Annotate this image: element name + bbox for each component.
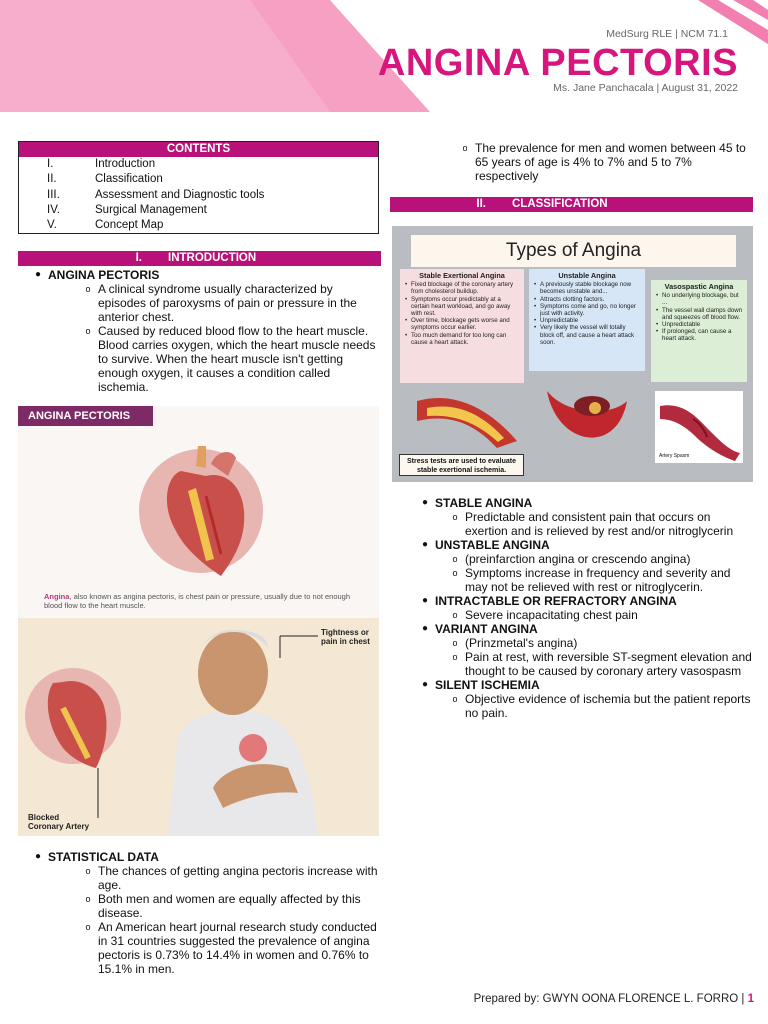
- unstable-item: • Attracts clotting factors.: [533, 296, 641, 303]
- bullet-circle-icon: o: [452, 694, 458, 704]
- contents-num: III.: [47, 188, 60, 201]
- bullet-point: [78, 892, 378, 920]
- contents-label: Surgical Management: [95, 203, 207, 216]
- figure-lower-panel: [18, 618, 379, 836]
- spasm-panel: [655, 391, 743, 463]
- unstable-box: [529, 269, 645, 371]
- bullet-circle-icon: o: [85, 922, 91, 932]
- contents-label: Classification: [95, 173, 163, 186]
- contents-heading: CONTENTS: [19, 142, 378, 157]
- bullet-dot-icon: ●: [421, 595, 429, 606]
- bullet-dot-icon: ●: [421, 497, 429, 508]
- contents-num: IV.: [47, 203, 61, 216]
- bullet-topic: [28, 850, 378, 864]
- bullet-circle-icon: o: [452, 638, 458, 648]
- vasospastic-item: • No underlying blockage, but ...: [655, 292, 743, 306]
- types-figure-title: Types of Angina: [411, 235, 736, 267]
- page-title: ANGINA PECTORIS: [377, 42, 738, 84]
- bullet-point: [445, 650, 755, 678]
- caption-bold: Angina: [44, 592, 70, 601]
- intro-block: [28, 268, 378, 394]
- bullet-point: [445, 510, 755, 538]
- bullet-circle-icon: o: [85, 894, 91, 904]
- stable-item: • Fixed blockage of the coronary artery from cholesterol buildup.: [404, 281, 520, 295]
- bullet-circle-icon: o: [452, 652, 458, 662]
- type-point: Predictable and consistent pain that occurs on exertion and is relieved by rest and/or nitroglycerin: [465, 510, 734, 538]
- stable-artery-illustration: [412, 386, 522, 448]
- bullet-topic: [28, 268, 378, 282]
- caption-text: , also known as angina pectoris, is chest pain or pressure, usually due to not enough blood flow to the heart muscle.: [44, 592, 351, 610]
- contents-row: [19, 203, 378, 218]
- bullet-circle-icon: o: [452, 610, 458, 620]
- figure-tag: ANGINA PECTORIS: [18, 406, 153, 426]
- bullet-point: [78, 324, 378, 394]
- type-name: SILENT ISCHEMIA: [435, 678, 540, 692]
- classification-section-heading: CLASSIFICATION: [512, 198, 608, 210]
- page-footer: [474, 993, 754, 1005]
- stats-point: An American heart journal research study conducted in 31 countries suggested the prevalence of angina pectoris is 0.73% to 14.4% in women and 0.76% to 15.1% in men.: [98, 920, 377, 976]
- bullet-dot-icon: ●: [34, 851, 42, 862]
- bullet-point: [455, 141, 755, 183]
- stable-item: • Too much demand for too long can cause a heart attack.: [404, 332, 520, 346]
- intro-point: Caused by reduced blood flow to the heart muscle. Blood carries oxygen, which the heart muscle needs to survive. When the heart muscle isn't getting enough oxygen, it causes a condition called ischemia.: [98, 324, 376, 394]
- contents-num: V.: [47, 219, 57, 232]
- bullet-circle-icon: o: [85, 326, 91, 336]
- bullet-point: [445, 552, 755, 566]
- types-of-angina-figure: [392, 226, 753, 482]
- contents-row: [19, 172, 378, 187]
- bullet-topic: [415, 594, 755, 608]
- stable-box: [400, 269, 524, 383]
- stats-point: The prevalence for men and women between 45 to 65 years of age is 4% to 7% and 5 to 7% respectively: [475, 141, 746, 183]
- bullet-dot-icon: ●: [421, 539, 429, 550]
- stress-test-note: Stress tests are used to evaluate stable exertional ischemia.: [399, 454, 524, 476]
- byline: Ms. Jane Panchacala | August 31, 2022: [553, 82, 738, 94]
- heart-illustration: [136, 436, 266, 586]
- intro-section-num: I.: [135, 252, 142, 264]
- callout-artery: Blocked Coronary Artery: [28, 813, 90, 831]
- intro-point: A clinical syndrome usually characterized by episodes of paroxysms of pain or pressure in the anterior chest.: [98, 282, 357, 324]
- type-point: Symptoms increase in frequency and severity and may not be relieved with rest or nitroglycerin.: [465, 566, 731, 594]
- man-illustration: [18, 618, 379, 836]
- spasm-label: Artery Spasm: [659, 453, 690, 459]
- type-name: STABLE ANGINA: [435, 496, 533, 510]
- stats-point: The chances of getting angina pectoris increase with age.: [98, 864, 378, 892]
- vasospastic-item: • If prolonged, can cause a heart attack.: [655, 328, 743, 342]
- figure-caption: [44, 592, 364, 610]
- contents-label: Concept Map: [95, 219, 164, 232]
- type-point: Pain at rest, with reversible ST-segment elevation and thought to be caused by coronary artery vasospasm: [465, 650, 752, 678]
- prepared-by: Prepared by: GWYN OONA FLORENCE L. FORRO |: [473, 993, 745, 1005]
- stats-point: Both men and women are equally affected by this disease.: [98, 892, 361, 920]
- type-name: UNSTABLE ANGINA: [435, 538, 550, 552]
- bullet-topic: [415, 538, 755, 552]
- bullet-topic: [415, 678, 755, 692]
- stable-item: • Over time, blockage gets worse and symptoms occur earlier.: [404, 317, 520, 331]
- bullet-point: [445, 608, 755, 622]
- contents-row: [19, 157, 378, 172]
- bullet-circle-icon: o: [85, 866, 91, 876]
- stats-block: [28, 850, 378, 976]
- type-name: INTRACTABLE OR REFRACTORY ANGINA: [435, 594, 677, 608]
- unstable-box-title: Unstable Angina: [558, 271, 616, 280]
- bullet-dot-icon: ●: [421, 623, 429, 634]
- vasospastic-box-title: Vasospastic Angina: [664, 282, 734, 291]
- header-band: [0, 0, 430, 112]
- page-number: 1: [747, 993, 754, 1005]
- type-name: VARIANT ANGINA: [435, 622, 538, 636]
- contents-num: I.: [47, 158, 54, 170]
- bullet-point: [445, 692, 755, 720]
- intro-section-heading: INTRODUCTION: [168, 252, 257, 264]
- course-label: MedSurg RLE | NCM 71.1: [606, 28, 728, 40]
- contents-label: Introduction: [95, 158, 156, 170]
- stats-continuation: [455, 141, 755, 183]
- types-list: [415, 496, 755, 720]
- stable-box-title: Stable Exertional Angina: [419, 271, 505, 280]
- bullet-circle-icon: o: [452, 512, 458, 522]
- type-point: Severe incapacitating chest pain: [465, 608, 638, 622]
- contents-num: II.: [47, 173, 57, 186]
- bullet-dot-icon: ●: [421, 679, 429, 690]
- bullet-point: [445, 566, 755, 594]
- contents-table: [18, 141, 379, 234]
- bullet-circle-icon: o: [452, 568, 458, 578]
- callout-chest: Tightness or pain in chest: [321, 628, 370, 646]
- unstable-item: • Unpredictable: [533, 317, 641, 324]
- classification-section-num: II.: [476, 198, 486, 210]
- bullet-circle-icon: o: [462, 143, 468, 153]
- contents-row: [19, 188, 378, 203]
- vasospastic-item: • The vessel wall clamps down and squeezes off blood flow.: [655, 307, 743, 321]
- unstable-item: • A previously stable blockage now becomes unstable and...: [533, 281, 641, 295]
- classification-section-bar: [390, 197, 753, 212]
- contents-row: [19, 218, 378, 233]
- stable-item: • Symptoms occur predictably at a certain heart workload, and go away with rest.: [404, 296, 520, 318]
- intro-topic: ANGINA PECTORIS: [48, 268, 160, 282]
- bullet-topic: [415, 496, 755, 510]
- bullet-circle-icon: o: [85, 284, 91, 294]
- vasospastic-item: • Unpredictable: [655, 321, 743, 328]
- vasospastic-box: [651, 280, 747, 382]
- bullet-circle-icon: o: [452, 554, 458, 564]
- type-point: Objective evidence of ischemia but the patient reports no pain.: [465, 692, 751, 720]
- bullet-point: [78, 282, 378, 324]
- stats-topic: STATISTICAL DATA: [48, 850, 159, 864]
- bullet-point: [445, 636, 755, 650]
- unstable-item: • Symptoms come and go, no longer just with activity.: [533, 303, 641, 317]
- contents-label: Assessment and Diagnostic tools: [95, 188, 265, 201]
- unstable-item: • Very likely the vessel will totally block off, and cause a heart attack soon.: [533, 324, 641, 346]
- unstable-artery-illustration: [537, 376, 637, 456]
- type-point: (preinfarction angina or crescendo angina): [465, 552, 691, 566]
- bullet-point: [78, 920, 378, 976]
- intro-section-bar: [18, 251, 381, 266]
- bullet-topic: [415, 622, 755, 636]
- bullet-point: [78, 864, 378, 892]
- type-point: (Prinzmetal's angina): [465, 636, 578, 650]
- angina-illustration: [18, 406, 379, 836]
- bullet-dot-icon: ●: [34, 269, 42, 280]
